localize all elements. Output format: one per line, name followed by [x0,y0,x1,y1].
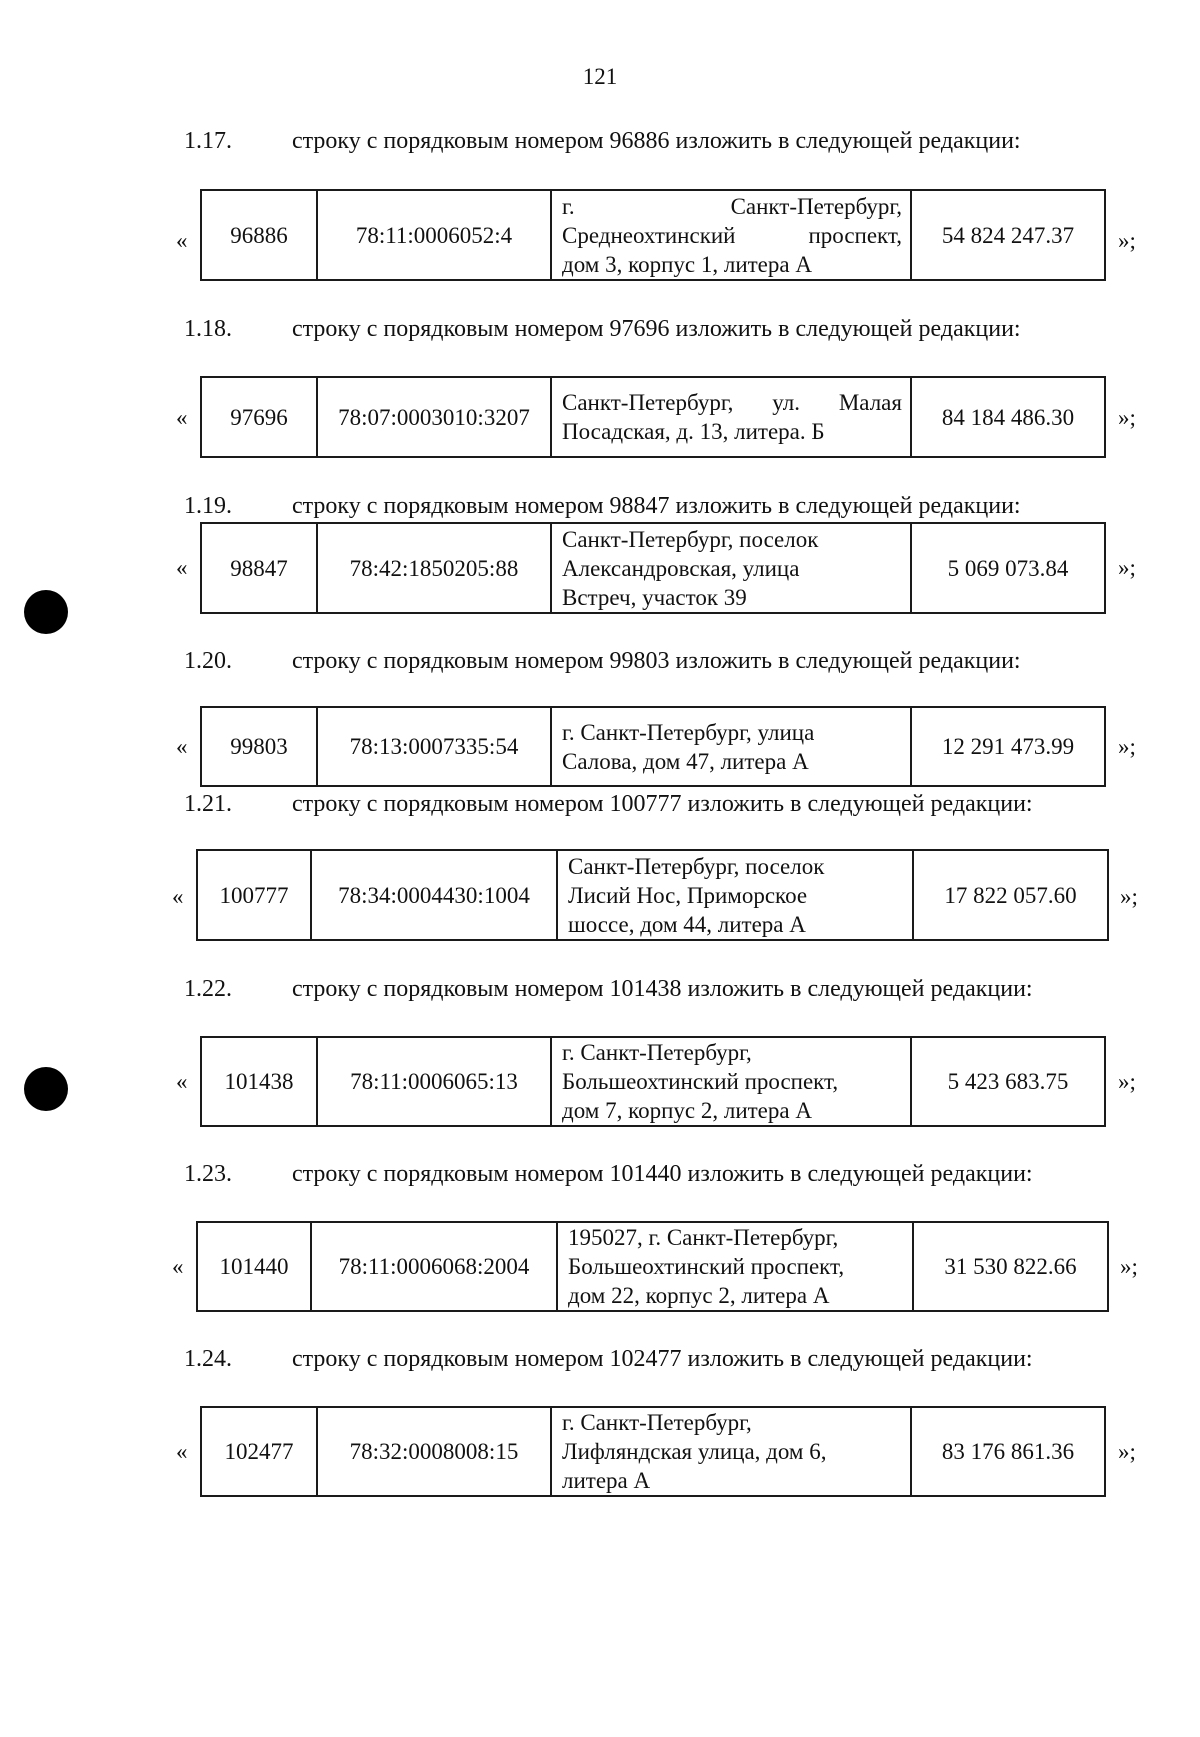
address-line [562,221,902,250]
address-line: Санкт-Петербург, [730,193,902,219]
quote-close: »; [1118,1439,1136,1464]
address-line: Александровская, улица [562,555,800,581]
address-line: 195027, г. Санкт-Петербург, [568,1225,839,1250]
address-line: проспект, [808,222,902,248]
row-number-cell: 101440 [197,1222,311,1311]
table-row [201,1037,1105,1126]
address-cell [551,1407,911,1496]
value-cell: 84 184 486.30 [911,377,1105,457]
address-line: Лисий Нос, Приморское [568,882,808,908]
cadastral-number-cell: 78:11:0006052:4 [317,190,551,280]
section-text: строку с порядковым номером 101440 изложить в следующей редакции: [292,1161,1033,1187]
table-row [197,850,1108,940]
address-cell [557,850,913,940]
section-text: строку с порядковым номером 96886 изложить в следующей редакции: [292,128,1021,154]
section-number: 1.22. [184,976,232,1002]
address-cell [557,1222,913,1311]
table-row [201,707,1105,786]
address-line: дом 22, корпус 2, литера А [568,1283,830,1308]
address-cell [551,377,911,457]
row-number-cell: 98847 [201,523,317,613]
quote-close: »; [1120,1254,1138,1279]
address-line: Малая [838,390,902,415]
quote-close: »; [1118,1069,1136,1094]
binder-hole [24,590,68,634]
section-text: строку с порядковым номером 102477 изложить в следующей редакции: [292,1346,1033,1372]
page-number: 121 [582,64,618,89]
cadastral-number-cell: 78:07:0003010:3207 [317,377,551,457]
address-line: Салова, дом 47, литера А [562,748,809,774]
address-line: Посадская, д. 13, литера. Б [562,419,825,444]
address-line: Санкт-Петербург, [562,390,734,415]
address-line: Большеохтинский проспект, [562,1069,839,1094]
table-row [201,190,1105,280]
address-line: г. Санкт-Петербург, улица [562,719,815,745]
address-line: Среднеохтинский [562,222,736,248]
entry-table [200,706,1106,787]
section-text: строку с порядковым номером 98847 изложить в следующей редакции: [292,493,1021,519]
value-cell: 5 423 683.75 [911,1037,1105,1126]
address-line: Санкт-Петербург, поселок [568,853,825,879]
entry-table [200,522,1106,614]
quote-open: « [176,734,188,759]
value-cell: 54 824 247.37 [911,190,1105,280]
row-number-cell: 96886 [201,190,317,280]
address-line: дом 3, корпус 1, литера А [562,251,812,277]
section-text: строку с порядковым номером 97696 изложить в следующей редакции: [292,316,1021,342]
section-text: строку с порядковым номером 101438 изложить в следующей редакции: [292,976,1033,1002]
section-number: 1.19. [184,493,232,519]
address-cell [551,707,911,786]
section-number: 1.20. [184,648,232,674]
cadastral-number-cell: 78:32:0008008:15 [317,1407,551,1496]
quote-open: « [172,1254,184,1279]
section-text: строку с порядковым номером 99803 изложить в следующей редакции: [292,648,1021,674]
quote-open: « [176,1439,188,1464]
cadastral-number-cell: 78:42:1850205:88 [317,523,551,613]
table-row [197,1222,1108,1311]
section-number: 1.24. [184,1346,232,1372]
row-number-cell: 100777 [197,850,311,940]
quote-close: »; [1118,228,1136,253]
address-line: Большеохтинский проспект, [568,1254,845,1279]
entry-table [200,1036,1106,1127]
quote-open: « [176,405,188,430]
quote-close: »; [1120,884,1138,909]
binder-hole [24,1067,68,1111]
value-cell: 5 069 073.84 [911,523,1105,613]
cadastral-number-cell: 78:11:0006065:13 [317,1037,551,1126]
quote-open: « [176,1069,188,1094]
entry-table [196,1221,1109,1312]
quote-open: « [172,884,184,909]
quote-open: « [176,228,188,253]
cadastral-number-cell: 78:11:0006068:2004 [311,1222,557,1311]
quote-close: »; [1118,555,1136,580]
section-number: 1.17. [184,128,232,154]
value-cell: 31 530 822.66 [913,1222,1108,1311]
table-row [201,523,1105,613]
address-line: Лифляндская улица, дом 6, [562,1439,827,1464]
section-number: 1.18. [184,316,232,342]
row-number-cell: 99803 [201,707,317,786]
quote-close: »; [1118,734,1136,759]
section-text: строку с порядковым номером 100777 изложить в следующей редакции: [292,791,1033,817]
address-line: г. Санкт-Петербург, [562,1410,752,1435]
section-number: 1.23. [184,1161,232,1187]
quote-open: « [176,555,188,580]
address-line: дом 7, корпус 2, литера А [562,1098,812,1123]
quote-close: »; [1118,405,1136,430]
value-cell: 12 291 473.99 [911,707,1105,786]
table-row [201,1407,1105,1496]
address-line: Санкт-Петербург, поселок [562,526,819,552]
section-number: 1.21. [184,791,232,817]
entry-table [200,189,1106,281]
cadastral-number-cell: 78:13:0007335:54 [317,707,551,786]
address-line [562,388,902,417]
entry-table [200,376,1106,458]
row-number-cell: 101438 [201,1037,317,1126]
address-line: шоссе, дом 44, литера А [568,911,806,937]
address-cell [551,523,911,613]
address-line: Встреч, участок 39 [562,584,747,610]
address-line [562,192,902,221]
address-cell [551,1037,911,1126]
address-line: г. Санкт-Петербург, [562,1040,752,1065]
entry-table [200,1406,1106,1497]
entry-table [196,849,1109,941]
address-line: литера А [562,1468,651,1493]
row-number-cell: 102477 [201,1407,317,1496]
value-cell: 83 176 861.36 [911,1407,1105,1496]
cadastral-number-cell: 78:34:0004430:1004 [311,850,557,940]
table-row [201,377,1105,457]
address-line: г. [562,193,575,219]
address-cell [551,190,911,280]
value-cell: 17 822 057.60 [913,850,1108,940]
row-number-cell: 97696 [201,377,317,457]
address-line: ул. [772,390,800,415]
